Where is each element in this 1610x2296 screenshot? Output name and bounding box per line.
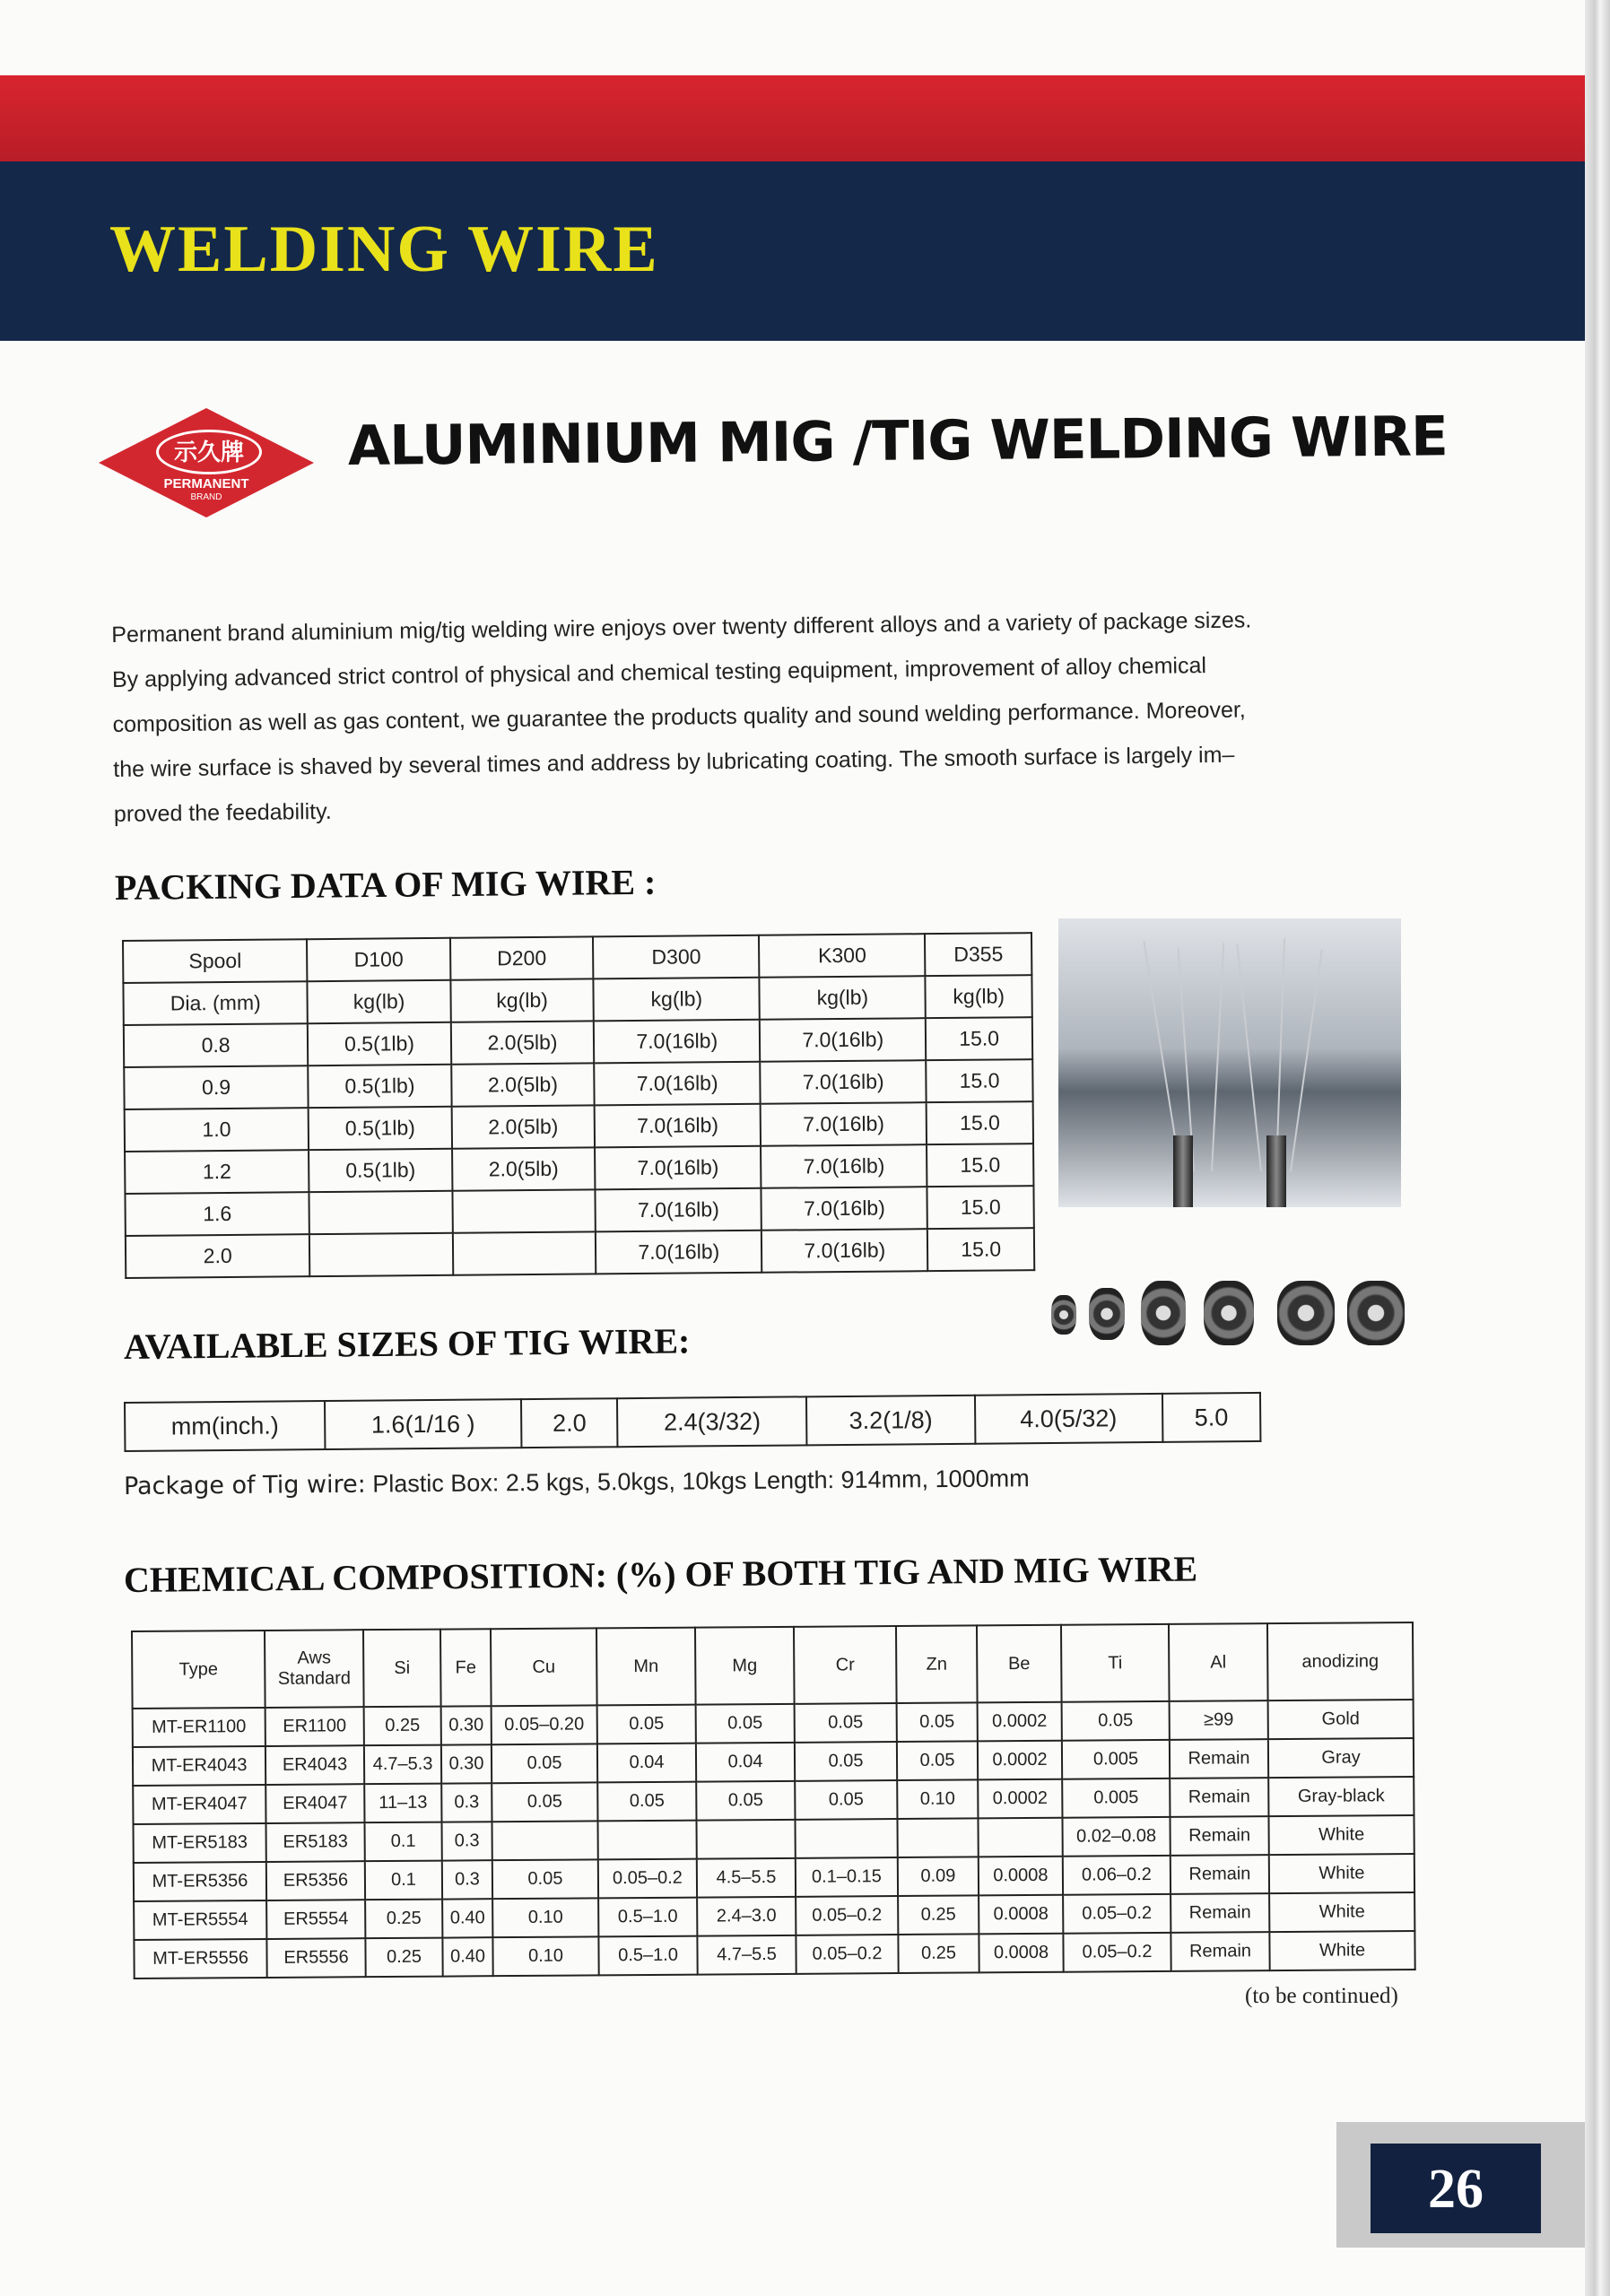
table-cell: 4.5–5.5 <box>697 1858 796 1898</box>
table-cell: 7.0(16lb) <box>595 1146 761 1190</box>
table-cell <box>897 1818 978 1857</box>
table-cell: mm(inch.) <box>125 1401 326 1451</box>
wire-strand <box>1211 943 1224 1171</box>
table-cell: 0.04 <box>696 1743 795 1782</box>
spool <box>1051 1295 1076 1335</box>
table-cell: 0.30 <box>441 1744 492 1783</box>
table-cell: ≥99 <box>1170 1700 1268 1740</box>
chem-header-cell: Mg <box>695 1627 795 1705</box>
table-cell: 0.1–0.15 <box>796 1857 898 1897</box>
table-cell: 15.0 <box>927 1144 1033 1187</box>
table-cell: 0.0002 <box>978 1702 1062 1742</box>
brand-logo <box>99 408 314 517</box>
table-cell: 2.0 <box>126 1234 310 1278</box>
table-cell: 0.02–0.08 <box>1062 1817 1170 1857</box>
table-cell: 7.0(16lb) <box>760 1018 926 1062</box>
table-cell: 7.0(16lb) <box>761 1187 927 1231</box>
packing-heading: PACKING DATA OF MIG WIRE : <box>114 861 657 908</box>
logo-chinese: 示久牌 <box>156 430 262 474</box>
packing-unit-cell: kg(lb) <box>594 978 760 1022</box>
chem-header-cell: anodizing <box>1267 1622 1414 1700</box>
table-cell: 7.0(16lb) <box>761 1144 927 1188</box>
table-cell: 2.4(3/32) <box>617 1396 807 1447</box>
table-cell: 0.05 <box>795 1780 897 1820</box>
table-cell: ER5554 <box>266 1900 365 1939</box>
table-cell: 7.0(16lb) <box>760 1060 926 1104</box>
table-cell: 1.2 <box>125 1150 309 1194</box>
table-cell: MT-ER5183 <box>134 1823 266 1863</box>
packing-unit-cell: kg(lb) <box>926 975 1032 1018</box>
table-cell: 11–13 <box>364 1784 441 1823</box>
table-cell: 0.0002 <box>978 1741 1062 1780</box>
packing-header-cell: K300 <box>759 934 925 978</box>
spool <box>1347 1281 1405 1345</box>
table-cell: 7.0(16lb) <box>596 1231 761 1274</box>
packing-table <box>122 932 1035 1279</box>
tig-heading: AVAILABLE SIZES OF TIG WIRE: <box>123 1320 691 1367</box>
table-cell: 0.05 <box>897 1702 978 1742</box>
table-cell: 0.0002 <box>978 1779 1062 1819</box>
page-edge <box>1585 0 1610 2296</box>
table-cell: 4.7–5.3 <box>364 1745 441 1785</box>
table-cell <box>492 1821 597 1860</box>
table-cell: MT-ER5554 <box>134 1900 266 1940</box>
chem-header-cell: Aws Standard <box>265 1630 364 1708</box>
table-cell: White <box>1268 1815 1414 1855</box>
table-row <box>126 1228 1034 1278</box>
table-cell <box>453 1231 596 1274</box>
header-red-band <box>0 75 1585 161</box>
tig-package-label: Package of Tig wire: <box>123 1470 366 1500</box>
table-cell: MT-ER4047 <box>133 1785 265 1824</box>
table-cell: 0.05 <box>492 1782 597 1822</box>
table-cell: 15.0 <box>927 1186 1034 1229</box>
to-be-continued: (to be continued) <box>1245 1984 1398 2008</box>
spool <box>1277 1281 1335 1345</box>
table-cell: 0.05 <box>492 1744 597 1783</box>
table-cell <box>978 1818 1062 1857</box>
table-cell: 2.0(5lb) <box>451 1063 595 1106</box>
table-cell: 3.2(1/8) <box>806 1396 975 1446</box>
table-cell: 0.3 <box>442 1860 492 1899</box>
chem-header-cell: Si <box>363 1630 441 1708</box>
table-cell: 0.1 <box>365 1861 442 1900</box>
spool <box>1141 1281 1186 1345</box>
intro-line: By applying advanced strict control of physical and chemical testing equipment, improvement of alloy chemical <box>111 653 1207 692</box>
table-cell: ER4043 <box>265 1745 364 1785</box>
table-cell: 0.10 <box>492 1898 598 1937</box>
table-cell: 0.05 <box>1062 1701 1170 1741</box>
table-cell: 2.0(5lb) <box>452 1147 596 1190</box>
packing-unit-cell: Dia. (mm) <box>123 981 308 1025</box>
tig-sizes-table <box>124 1392 1261 1452</box>
table-cell: 4.0(5/32) <box>975 1394 1163 1444</box>
table-cell: 0.06–0.2 <box>1063 1856 1171 1895</box>
table-cell: 0.25 <box>898 1895 979 1935</box>
table-cell: MT-ER5556 <box>134 1939 266 1979</box>
table-cell: 7.0(16lb) <box>594 1062 760 1106</box>
table-cell: Gray <box>1268 1738 1414 1778</box>
table-cell: 0.3 <box>441 1783 492 1822</box>
table-cell: 0.10 <box>492 1936 598 1976</box>
table-cell: 0.0008 <box>979 1857 1063 1896</box>
table-cell: 0.5(1lb) <box>308 1065 451 1108</box>
table-cell: 7.0(16lb) <box>761 1229 927 1273</box>
logo-brand: PERMANENT <box>163 476 249 491</box>
table-cell: 2.0 <box>521 1398 618 1448</box>
table-cell: MT-ER1100 <box>133 1708 265 1747</box>
spool <box>1089 1288 1125 1340</box>
intro-paragraph <box>111 596 1414 837</box>
table-cell: 2.4–3.0 <box>697 1897 796 1936</box>
header-title: WELDING WIRE <box>109 213 659 286</box>
table-cell: 15.0 <box>927 1228 1034 1271</box>
table-cell: 0.05 <box>795 1703 897 1743</box>
wire-tube <box>1266 1135 1286 1207</box>
table-cell: 4.7–5.5 <box>697 1935 796 1975</box>
chem-header-cell: Al <box>1169 1623 1268 1701</box>
packing-header-cell: D200 <box>450 936 594 979</box>
table-cell: White <box>1269 1931 1414 1970</box>
table-row <box>134 1931 1414 1979</box>
table-cell: 0.05 <box>696 1781 795 1821</box>
table-cell <box>696 1820 795 1859</box>
table-cell: 0.04 <box>597 1744 696 1783</box>
table-cell: Remain <box>1171 1855 1269 1894</box>
packing-unit-cell: kg(lb) <box>308 980 451 1023</box>
table-cell: 0.05 <box>597 1705 696 1744</box>
packing-unit-cell: kg(lb) <box>450 978 594 1022</box>
table-cell: 0.5(1lb) <box>309 1149 452 1192</box>
table-cell: ER5556 <box>266 1938 365 1978</box>
table-cell: 0.05 <box>696 1704 795 1744</box>
table-cell <box>597 1821 696 1860</box>
table-cell: 15.0 <box>927 1101 1033 1144</box>
page-number: 26 <box>1428 2159 1484 2220</box>
table-cell: Remain <box>1170 1739 1268 1779</box>
packing-unit-cell: kg(lb) <box>760 976 926 1020</box>
table-cell: 0.05–0.2 <box>598 1859 697 1899</box>
chem-header-cell: Be <box>977 1625 1062 1703</box>
table-cell: 2.0(5lb) <box>451 1021 595 1064</box>
chem-header-cell: Cr <box>794 1626 897 1704</box>
table-cell: 0.40 <box>442 1937 492 1976</box>
chem-table <box>131 1622 1416 1979</box>
table-cell: Gold <box>1268 1700 1414 1739</box>
product-title: ALUMINIUM MIG /TIG WELDING WIRE <box>347 404 1449 478</box>
table-cell: 0.05–0.2 <box>1063 1894 1171 1934</box>
table-cell: 0.5(1lb) <box>308 1022 451 1065</box>
table-cell: 15.0 <box>926 1017 1032 1060</box>
wire-strand <box>1236 944 1262 1171</box>
intro-line: composition as well as gas content, we guarantee the products quality and sound welding performance. Moreover, <box>112 697 1246 737</box>
table-cell: ER5356 <box>266 1861 365 1900</box>
table-cell <box>795 1819 897 1858</box>
table-cell: 0.8 <box>124 1023 309 1067</box>
table-cell: ER1100 <box>265 1707 364 1746</box>
chem-header-cell: Zn <box>896 1625 978 1703</box>
table-cell: ER4047 <box>265 1784 364 1823</box>
table-cell: 0.25 <box>365 1900 442 1939</box>
table-cell: 0.25 <box>364 1707 441 1746</box>
table-cell: 0.05–0.2 <box>796 1935 898 1974</box>
header-navy-band <box>0 161 1585 341</box>
packing-header-cell: D100 <box>307 938 450 981</box>
table-cell: 0.5–1.0 <box>598 1898 697 1937</box>
table-cell <box>309 1191 453 1234</box>
chem-header-row <box>132 1622 1414 1709</box>
chem-header-cell: Type <box>132 1631 265 1709</box>
table-cell: Remain <box>1171 1893 1269 1933</box>
table-cell: Remain <box>1170 1816 1268 1856</box>
table-cell: 0.9 <box>124 1065 309 1109</box>
table-cell: White <box>1269 1854 1414 1893</box>
table-cell: 1.6(1/16 ) <box>325 1399 521 1449</box>
table-cell: 0.005 <box>1062 1779 1170 1818</box>
chem-heading: CHEMICAL COMPOSITION: (%) OF BOTH TIG AND MIG WIRE <box>123 1548 1198 1600</box>
wire-strand <box>1290 949 1323 1171</box>
table-cell: 0.05 <box>597 1782 696 1822</box>
chem-header-cell: Fe <box>440 1629 492 1706</box>
table-cell: 1.6 <box>125 1192 309 1236</box>
table-cell: 0.09 <box>898 1857 979 1896</box>
packing-header-cell: D355 <box>925 933 1031 976</box>
table-cell: 0.0008 <box>979 1895 1063 1935</box>
table-cell: 0.05–0.2 <box>796 1896 898 1935</box>
table-cell: 0.5–1.0 <box>598 1936 697 1976</box>
table-cell: 0.30 <box>441 1706 492 1744</box>
table-cell: 0.3 <box>441 1822 492 1860</box>
table-cell: 0.05–0.20 <box>492 1705 597 1744</box>
table-cell: 0.25 <box>365 1938 442 1978</box>
table-cell: Remain <box>1170 1778 1268 1817</box>
table-cell: 0.10 <box>897 1779 978 1819</box>
wire-tube <box>1173 1135 1193 1207</box>
table-cell: 0.1 <box>365 1822 442 1862</box>
packing-header-cell: Spool <box>123 939 308 983</box>
table-cell <box>452 1189 596 1232</box>
table-cell: 0.5(1lb) <box>309 1107 452 1150</box>
table-cell: Gray-black <box>1268 1777 1414 1816</box>
wire-product-photo <box>1058 918 1401 1207</box>
table-cell <box>309 1233 453 1276</box>
packing-header-cell: D300 <box>593 935 759 979</box>
table-row <box>125 1393 1260 1451</box>
table-cell: 0.05 <box>897 1741 978 1780</box>
table-cell: White <box>1269 1892 1414 1932</box>
table-cell: MT-ER5356 <box>134 1862 266 1901</box>
table-cell: 0.0008 <box>979 1934 1063 1973</box>
spool-images <box>1051 1281 1405 1345</box>
page-number-box <box>1371 2144 1541 2233</box>
tig-package-info <box>124 1465 1030 1500</box>
table-cell: 7.0(16lb) <box>595 1104 761 1148</box>
table-cell: 0.40 <box>442 1899 492 1937</box>
table-cell: MT-ER4043 <box>133 1746 265 1786</box>
chem-header-cell: Ti <box>1061 1624 1170 1702</box>
table-cell: 2.0(5lb) <box>451 1105 595 1148</box>
table-cell: 0.05 <box>492 1859 598 1899</box>
table-cell: 1.0 <box>125 1108 309 1152</box>
intro-line: Permanent brand aluminium mig/tig welding wire enjoys over twenty different alloys and a variety of package sizes. <box>111 607 1252 648</box>
chem-header-cell: Cu <box>491 1628 597 1706</box>
table-cell: Remain <box>1171 1932 1269 1971</box>
table-cell: 7.0(16lb) <box>596 1188 761 1232</box>
table-cell: 0.05–0.2 <box>1063 1933 1171 1972</box>
logo-sub: BRAND <box>190 492 222 502</box>
tig-package-text: Plastic Box: 2.5 kgs, 5.0kgs, 10kgs Length: 914mm, 1000mm <box>365 1465 1030 1498</box>
table-cell: 0.005 <box>1062 1740 1170 1779</box>
chem-header-cell: Mn <box>596 1628 696 1706</box>
table-cell: 0.25 <box>898 1934 979 1973</box>
table-cell: 15.0 <box>927 1059 1033 1102</box>
spool <box>1204 1281 1254 1345</box>
intro-line: proved the feedability. <box>113 798 332 827</box>
table-cell: 5.0 <box>1162 1393 1261 1442</box>
intro-line: the wire surface is shaved by several times and address by lubricating coating. The smooth surface is largely im– <box>113 742 1235 782</box>
table-cell: 7.0(16lb) <box>594 1020 760 1064</box>
table-cell: 7.0(16lb) <box>761 1102 927 1146</box>
table-cell: 0.05 <box>795 1742 897 1781</box>
table-cell: ER5183 <box>266 1822 365 1862</box>
